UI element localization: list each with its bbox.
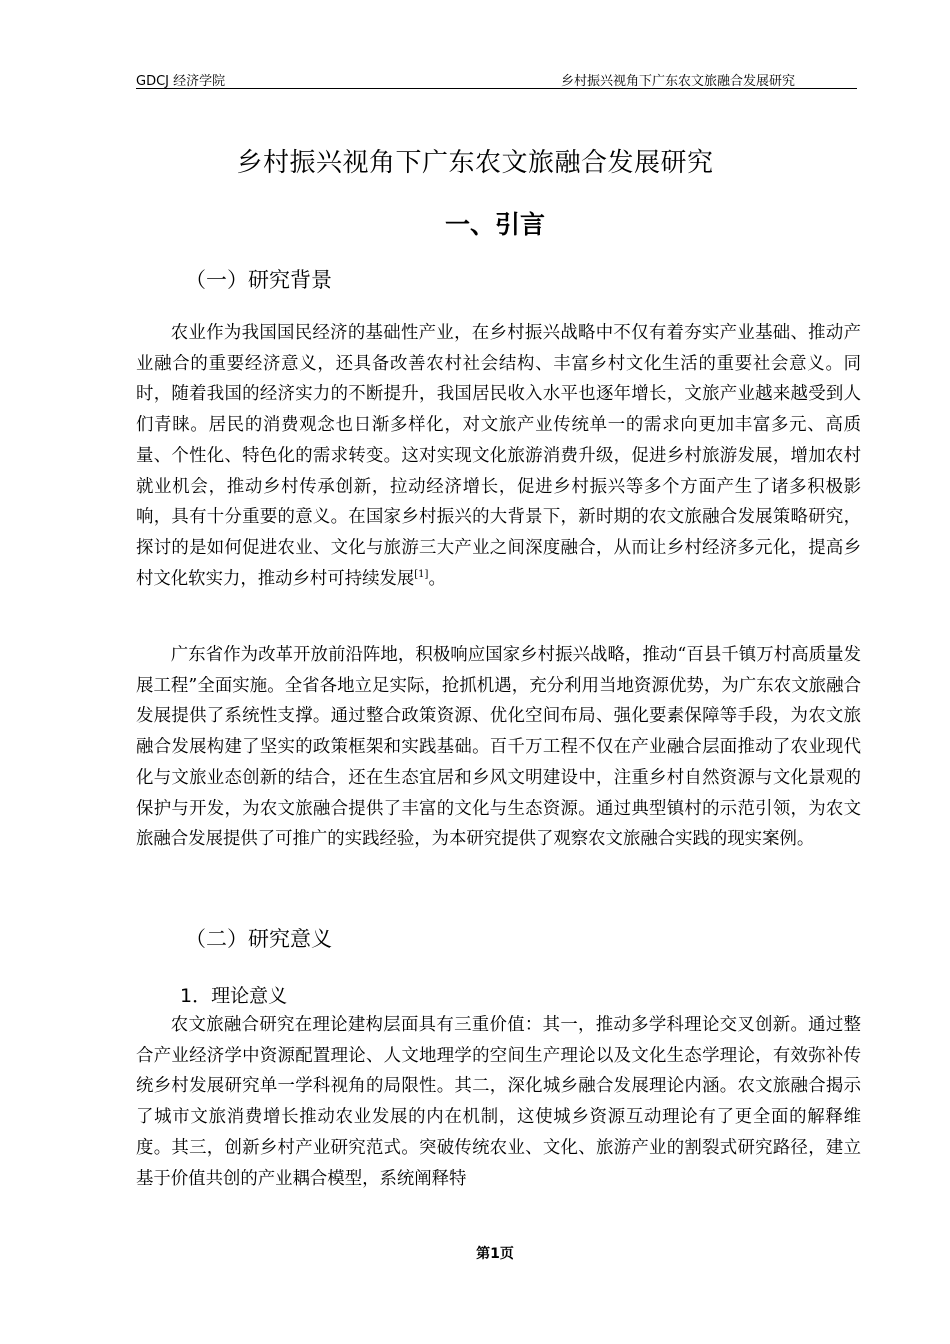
paper-title: 乡村振兴视角下广东农文旅融合发展研究 [236,148,714,178]
paragraph-end: 。 [428,568,446,589]
subsection-heading-significance: （二）研究意义 [185,927,332,951]
subsection-heading-background: （一）研究背景 [185,268,332,292]
paragraph-background-1 [136,318,861,594]
citation-ref[interactable]: [1] [414,568,429,580]
section-heading-introduction: 一、引言 [444,210,545,239]
paragraph-background-2: 广东省作为改革开放前沿阵地，积极响应国家乡村振兴战略，推动“百县千镇万村高质量发展工程”全面实施。全省各地立足实际，抢抓机遇，充分利用当地资源优势，为广东农文旅融合发展提供了系统性支撑。通过整合政策资源、优化空间布局、强化要素保障等手段，为农文旅融合发展构建了坚实的政策框架和实践基础。百千万工程不仅在产业融合层面推动了农业现代化与文旅业态创新的结合，还在生态宜居和乡风文明建设中，注重乡村自然资源与文化景观的保护与开发，为农文旅融合提供了丰富的文化与生态资源。通过典型镇村的示范引领，为农文旅融合发展提供了可推广的实践经验，为本研究提供了观察农文旅融合实践的现实案例。 [136,645,861,850]
paragraph-text: 农业作为我国国民经济的基础性产业，在乡村振兴战略中不仅有着夯实产业基础、推动产业融合的重要经济意义，还具备改善农村社会结构、丰富乡村文化生活的重要社会意义。同时，随着我国的经济实力的不断提升，我国居民收入水平也逐年增长，文旅产业越来越受到人们青睐。居民的消费观念也日渐多样化，对文旅产业传统单一的需求向更加丰富多元、高质量、个性化、特色化的需求转变。这对实现文化旅游消费升级，促进乡村旅游发展，增加农村就业机会，推动乡村传承创新，拉动经济增长，促进乡村振兴等多个方面产生了诸多积极影响，具有十分重要的意义。在国家乡村振兴的大背景下，新时期的农文旅融合发展策略研究，探讨的是如何促进农业、文化与旅游三大产业之间深度融合，从而让乡村经济多元化，提高乡村文化软实力，推动乡村可持续发展 [136,323,861,589]
running-header [136,66,857,89]
paragraph-theory-1: 农文旅融合研究在理论建构层面具有三重价值：其一，推动多学科理论交叉创新。通过整合产业经济学中资源配置理论、人文地理学的空间生产理论以及文化生态学理论，有效弥补传统乡村发展研究单一学科视角的局限性。其二，深化城乡融合发展理论内涵。农文旅融合揭示了城市文旅消费增长推动农业发展的内在机制，这使城乡资源互动理论有了更全面的解释维度。其三，创新乡村产业研究范式。突破传统农业、文化、旅游产业的割裂式研究路径，建立基于价值共创的产业耦合模型，系统阐释特 [136,1015,861,1189]
header-institution: GDCJ 经济学院 [136,74,226,89]
subsubsection-heading-theory: 1．理论意义 [180,985,288,1007]
header-title: 乡村振兴视角下广东农文旅融合发展研究 [560,74,795,89]
page-number: 第1页 [476,1246,514,1262]
